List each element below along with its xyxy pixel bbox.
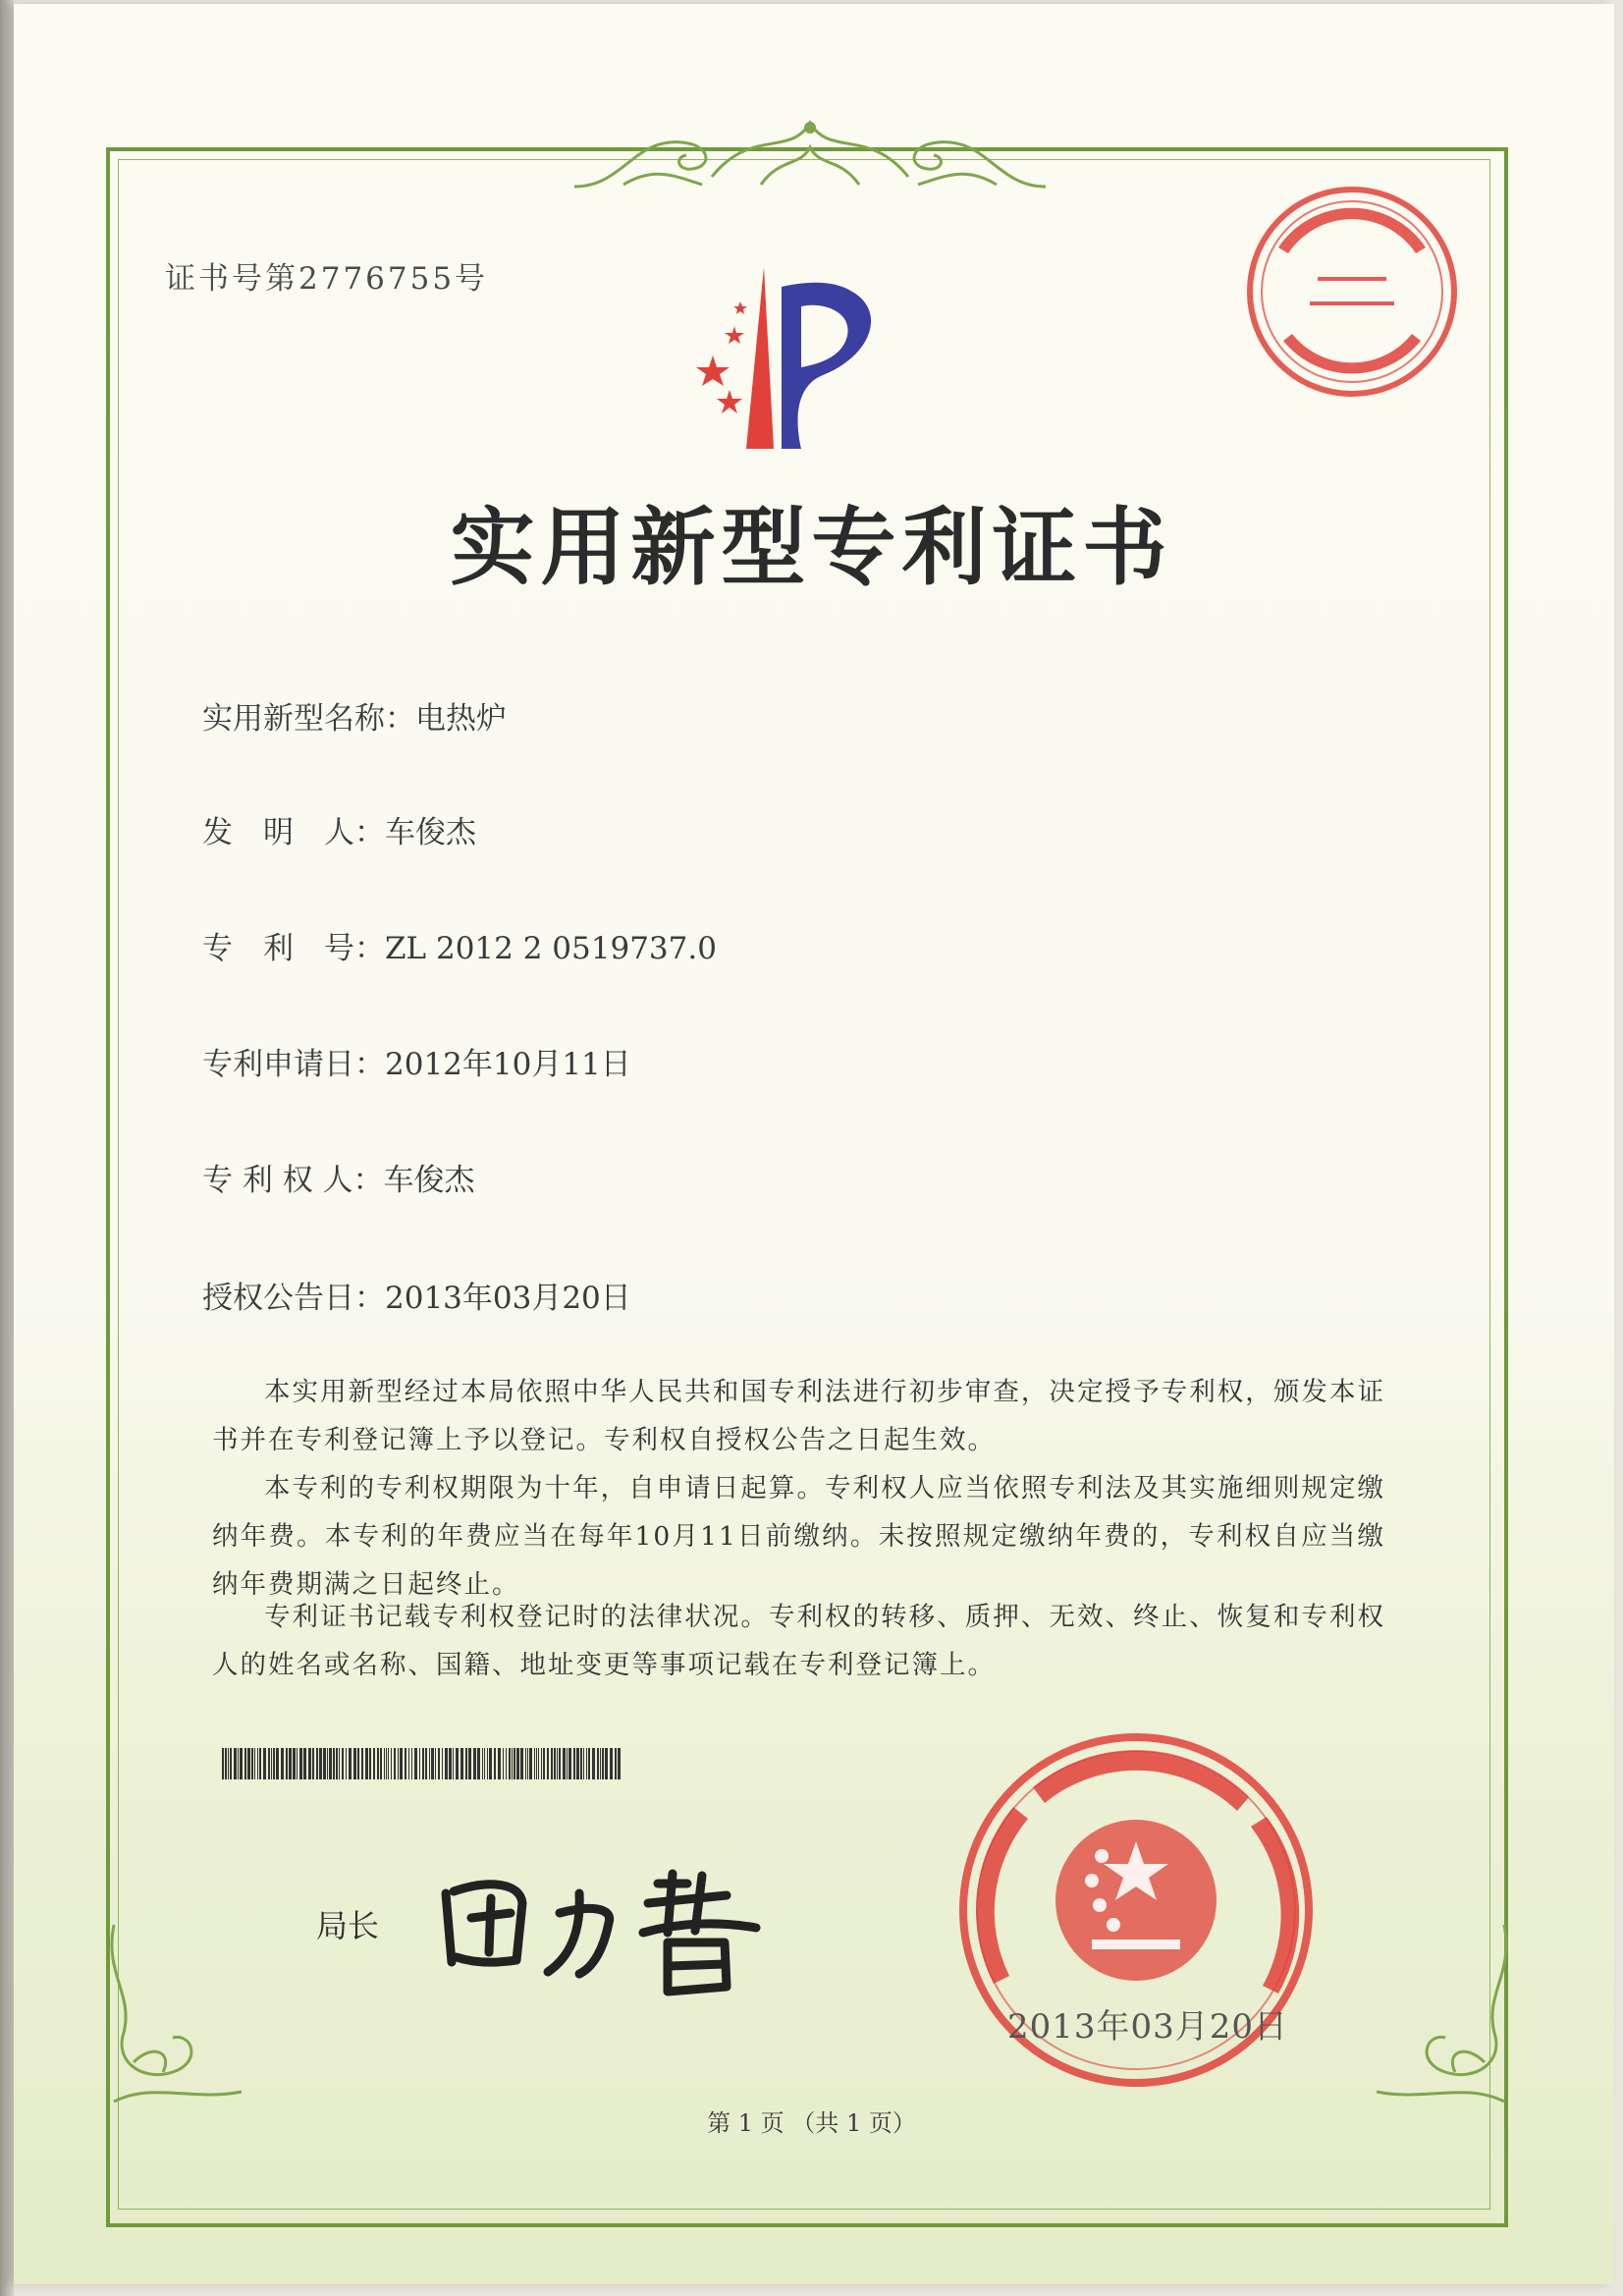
barcode-bar [408,1748,409,1779]
barcode-bar [342,1748,344,1779]
barcode-bar [563,1748,566,1779]
field-value: 车俊杰 [385,815,476,850]
barcode-bar [244,1748,246,1779]
barcode-bar [373,1748,375,1779]
barcode-bar [534,1748,535,1779]
barcode-bar [238,1748,239,1779]
barcode-bar [297,1748,298,1779]
barcode-bar [225,1748,227,1779]
barcode-bar [509,1748,511,1779]
barcode-bar [573,1748,575,1779]
barcode-bar [529,1748,532,1779]
barcode-bar [602,1748,604,1779]
body-paragraph: 专利证书记载专利权登记时的法律状况。专利权的转移、质押、无效、终止、恢复和专利权人的姓名或名称、国籍、地址变更等事项记载在专利登记簿上。 [212,1601,1385,1680]
barcode-bar [346,1748,347,1779]
barcode-bar [597,1748,599,1779]
barcode-bar [293,1748,296,1779]
barcode-bar [316,1748,318,1779]
barcode-bar [580,1748,582,1779]
barcode-bar [240,1748,243,1779]
barcode-bar [600,1748,601,1779]
barcode-bar [551,1748,553,1779]
corner-ornament-bottom-left-icon [94,1915,251,2111]
director-signature-icon [432,1844,785,2001]
tax-stamp-seal-icon [1239,179,1465,405]
barcode-bar [610,1748,613,1779]
field-utility-model-name [202,693,507,738]
barcode-bar [468,1748,471,1779]
barcode-bar [527,1748,528,1779]
sipo-logo-icon [676,257,941,454]
barcode-bar [349,1748,352,1779]
barcode-bar [429,1748,430,1779]
barcode-bar [222,1748,224,1779]
barcode-bar [506,1748,507,1779]
barcode-bar [299,1748,302,1779]
barcode-bar [259,1748,261,1779]
barcode-bar [543,1748,545,1779]
barcode-bar [257,1748,258,1779]
barcode-bar [547,1748,549,1779]
field-grant-date [202,1273,631,1317]
barcode-bar [445,1748,448,1779]
barcode-bar [336,1748,338,1779]
barcode-bar [498,1748,501,1779]
field-patentee [202,1155,475,1199]
barcode-bar [484,1748,485,1779]
barcode-bar [487,1748,488,1779]
barcode-bar [234,1748,237,1779]
barcode-bar [422,1748,424,1779]
barcode-bar [419,1748,420,1779]
barcode-bar [377,1748,379,1779]
body-paragraph: 本实用新型经过本局依照中华人民共和国专利法进行初步审查，决定授予专利权，颁发本证书并在专利登记簿上予以登记。专利权自授权公告之日起生效。 [212,1376,1385,1455]
field-patent-number [202,923,717,967]
barcode-bar [303,1748,306,1779]
barcode-bar [489,1748,492,1779]
barcode-bar [557,1748,558,1779]
barcode-bar [605,1748,608,1779]
field-label: 专 利 号： [202,931,385,966]
barcode-bar [536,1748,537,1779]
field-label: 实用新型名称： [202,701,415,737]
barcode-bar [592,1748,595,1779]
barcode-bar [327,1748,328,1779]
barcode-bar [465,1748,467,1779]
barcode-bar [482,1748,483,1779]
barcode-bar [405,1748,406,1779]
barcode-bar [263,1748,266,1779]
barcode-bar [477,1748,480,1779]
barcode-bar [618,1748,621,1779]
barcode-bar [398,1748,399,1779]
certificate-number: 证书号第2776755号 [165,261,489,297]
body-paragraph: 本专利的专利权期限为十年，自申请日起算。专利权人应当依照专利法及其实施细则规定缴纳年费。本专利的年费应当在每年10月11日前缴纳。未按照规定缴纳年费的，专利权自应当缴纳年费期满之日起终止。 [212,1472,1385,1600]
barcode-bar [380,1748,382,1779]
barcode-bar [583,1748,584,1779]
barcode-bar [503,1748,504,1779]
barcode-bar [394,1748,396,1779]
book-binding-edge [0,0,14,2296]
barcode-bar [442,1748,443,1779]
corner-ornament-bottom-right-icon [1367,1915,1524,2111]
barcode-bar [411,1748,412,1779]
barcode-bar [228,1748,229,1779]
barcode-bar [353,1748,356,1779]
barcode-bar [473,1748,476,1779]
barcode-bar [333,1748,335,1779]
barcode-bar [425,1748,427,1779]
field-inventor [202,807,476,851]
barcode-bar [312,1748,314,1779]
barcode-bar [323,1748,326,1779]
barcode-bar [567,1748,568,1779]
barcode-bar [273,1748,275,1779]
barcode-bar [431,1748,434,1779]
barcode-bar [453,1748,454,1779]
barcode-bar [357,1748,359,1779]
certificate-title: 实用新型专利证书 [450,498,1173,597]
field-label: 授权公告日： [202,1281,385,1316]
field-label: 专 利 权 人： [202,1163,384,1198]
barcode-bar [247,1748,250,1779]
barcode-bar [276,1748,279,1779]
field-value: 2013年03月20日 [385,1281,631,1316]
barcode-bar [400,1748,403,1779]
barcode-icon [222,1748,624,1779]
barcode-bar [369,1748,371,1779]
director-label: 局长 [316,1907,380,1944]
barcode-bar [538,1748,539,1779]
barcode-bar [460,1748,463,1779]
page-number: 第 1 页 （共 1 页） [707,2109,916,2137]
barcode-bar [586,1748,587,1779]
barcode-bar [329,1748,332,1779]
barcode-bar [588,1748,590,1779]
barcode-bar [308,1748,311,1779]
barcode-bar [449,1748,452,1779]
barcode-bar [438,1748,440,1779]
barcode-bar [230,1748,232,1779]
barcode-bar [251,1748,253,1779]
barcode-bar [559,1748,561,1779]
barcode-bar [339,1748,340,1779]
field-label: 发 明 人： [202,815,385,850]
barcode-bar [514,1748,515,1779]
field-value: 2012年10月11日 [385,1047,631,1082]
barcode-bar [365,1748,368,1779]
barcode-bar [516,1748,519,1779]
barcode-bar [361,1748,363,1779]
seal-date: 2013年03月20日 [1007,2007,1289,2047]
barcode-bar [615,1748,617,1779]
barcode-bar [576,1748,579,1779]
barcode-bar [254,1748,255,1779]
barcode-bar [388,1748,389,1779]
barcode-bar [456,1748,459,1779]
barcode-bar [384,1748,385,1779]
barcode-bar [541,1748,542,1779]
barcode-bar [435,1748,436,1779]
barcode-bar [289,1748,292,1779]
barcode-bar [391,1748,392,1779]
barcode-bar [494,1748,496,1779]
barcode-bar [520,1748,523,1779]
field-label: 专利申请日： [202,1047,385,1082]
barcode-bar [268,1748,270,1779]
barcode-bar [414,1748,417,1779]
barcode-bar [554,1748,556,1779]
barcode-bar [281,1748,284,1779]
barcode-bar [525,1748,526,1779]
barcode-bar [271,1748,272,1779]
barcode-bar [512,1748,513,1779]
barcode-bar [319,1748,322,1779]
barcode-bar [286,1748,288,1779]
field-value: ZL 2012 2 0519737.0 [385,931,717,966]
field-application-date [202,1039,631,1083]
field-value: 车俊杰 [383,1163,475,1198]
top-ornament-icon [565,98,1055,196]
barcode-bar [568,1748,571,1779]
barcode-bar [386,1748,387,1779]
field-value: 电热炉 [415,701,507,737]
